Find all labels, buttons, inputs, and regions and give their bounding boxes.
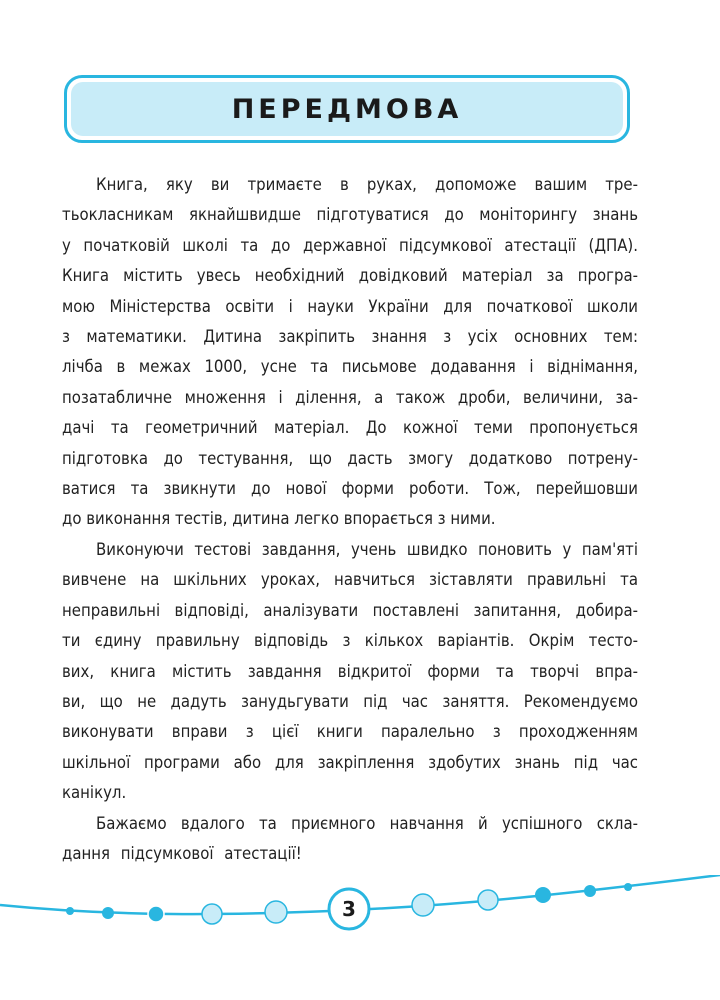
footer-dot	[535, 887, 551, 903]
footer-dot	[265, 901, 287, 923]
text-line: вих, книга містить завдання відкритої форми та творчі впра-	[62, 661, 638, 681]
preface-text	[62, 170, 638, 869]
text-line: позатабличне множення і ділення, а також дроби, величини, за-	[62, 387, 638, 407]
text-line: до виконання тестів, дитина легко впорається з ними.	[62, 509, 496, 529]
text-line: мою Міністерства освіти і науки України для початкової школи	[62, 296, 638, 316]
text-line: з математики. Дитина закріпить знання з усіх основних тем:	[62, 327, 638, 347]
footer-dot	[202, 904, 222, 924]
text-line: ти єдину правильну відповідь з кількох варіантів. Окрім тесто-	[62, 631, 638, 651]
text-line: ватися та звикнути до нової форми роботи. Тож, перейшовши	[62, 479, 638, 499]
footer-dot	[66, 907, 74, 915]
text-line: дачі та геометричний матеріал. До кожної теми пропонується	[62, 418, 638, 438]
text-line: шкільної програми або для закріплення здобутих знань під час	[62, 752, 638, 772]
page-number: 3	[342, 897, 356, 921]
text-line: у початковій школі та до державної підсумкової атестації (ДПА).	[62, 235, 638, 255]
footer-dot	[624, 883, 632, 891]
footer-dot	[412, 894, 434, 916]
text-line: тьокласникам якнайшвидше підготуватися до моніторингу знань	[62, 205, 638, 225]
footer-dot	[102, 907, 114, 919]
text-line: Книга містить увесь необхідний довідковий матеріал за програ-	[62, 266, 638, 286]
footer-dot	[478, 890, 498, 910]
footer-dot	[148, 906, 164, 922]
text-line: лічба в межах 1000, усне та письмове додавання і віднімання,	[62, 357, 638, 377]
text-line: виконувати вправи з цієї книги паралельно з проходженням	[62, 722, 638, 742]
text-line: дання підсумкової атестації!	[62, 843, 302, 863]
text-line: підготовка до тестування, що дасть змогу додатково потрену-	[62, 448, 638, 468]
text-line: Книга, яку ви тримаєте в руках, допоможе вашим тре-	[96, 175, 638, 194]
text-line: канікул.	[62, 783, 127, 803]
text-line: Виконуючи тестові завдання, учень швидко поновить у пам'яті	[96, 539, 638, 559]
page-title: ПЕРЕДМОВА	[231, 93, 463, 125]
text-line: неправильні відповіді, аналізувати поставлені запитання, добира-	[62, 600, 638, 620]
text-line: ви, що не дадуть занудьгувати під час заняття. Рекомендуємо	[62, 691, 638, 711]
footer-dot	[584, 885, 596, 897]
title-banner	[64, 75, 630, 143]
title-banner-inner	[71, 82, 623, 136]
text-line: вивчене на шкільних уроках, навчиться зіставляти правильні та	[62, 570, 638, 590]
text-line: Бажаємо вдалого та приємного навчання й успішного скла-	[96, 813, 638, 833]
